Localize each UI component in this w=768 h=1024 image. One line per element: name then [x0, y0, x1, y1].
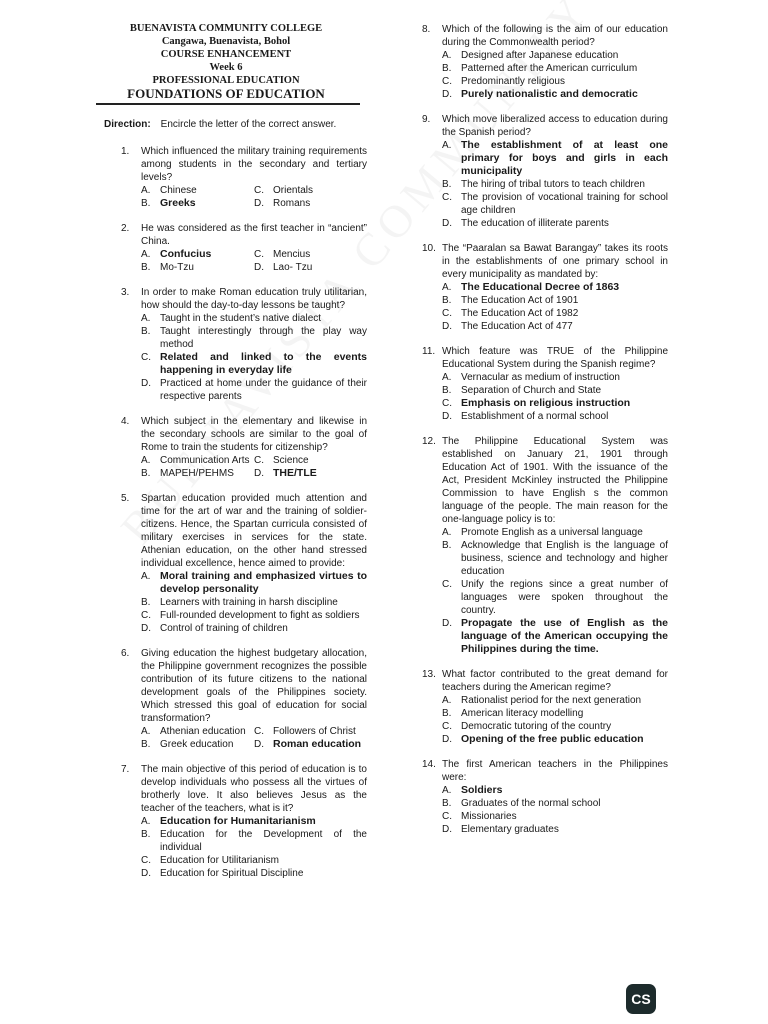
document-header [96, 22, 356, 101]
option-text: Followers of Christ [273, 726, 356, 737]
answer-option [254, 197, 310, 210]
answer-option [442, 281, 668, 294]
option-text: Rationalist period for the next generation [461, 695, 642, 706]
question-stem [121, 145, 367, 184]
option-letter: C. [442, 811, 452, 822]
direction-line [104, 119, 336, 130]
question-stem [422, 345, 668, 371]
option-text: Vernacular as medium of instruction [461, 372, 620, 383]
option-letter: C. [442, 76, 452, 87]
option-text: Purely nationalistic and democratic [461, 88, 638, 100]
option-letter: C. [254, 455, 264, 466]
answer-option [442, 49, 668, 62]
question-number: 10. [422, 243, 436, 254]
answer-option-row [141, 467, 367, 480]
option-text: Athenian education [160, 726, 246, 737]
option-text: Science [273, 455, 309, 466]
option-letter: D. [141, 868, 151, 879]
option-letter: A. [141, 313, 151, 324]
question-text: He was considered as the first teacher in “ancient” China. [141, 223, 367, 247]
option-letter: A. [141, 185, 151, 196]
question-stem [121, 286, 367, 312]
option-text: Greeks [160, 197, 196, 209]
question-text: The Philippine Educational System was established on January 21, 1901 through Education Act of 1901. With the issuance of the Act, President McKinley instructed the Philippine Commission to have English s the common language of the people. The main reason for the one-language policy is to: [442, 436, 668, 525]
option-letter: C. [254, 249, 264, 260]
college-name: BUENAVISTA COMMUNITY COLLEGE [129, 23, 323, 34]
area-label: PROFESSIONAL EDUCATION [152, 75, 300, 86]
option-letter: A. [141, 455, 151, 466]
option-letter: A. [442, 785, 452, 796]
answer-option [141, 570, 367, 596]
answer-option [254, 184, 313, 197]
option-text: Education for Humanitarianism [160, 815, 316, 827]
answer-option [254, 738, 361, 751]
option-text: Mo-Tzu [160, 262, 194, 273]
question-text: What factor contributed to the great demand for teachers during the American regime? [442, 669, 668, 693]
answer-option [141, 325, 367, 351]
option-letter: B. [141, 597, 151, 608]
answer-option [442, 217, 668, 230]
question-stem [422, 242, 668, 281]
option-letter: A. [141, 816, 151, 827]
option-letter: B. [141, 739, 151, 750]
option-text: Lao- Tzu [273, 262, 313, 273]
option-letter: C. [254, 185, 264, 196]
answer-option [442, 62, 668, 75]
option-text: Promote English as a universal language [461, 527, 643, 538]
question-item [121, 763, 367, 880]
answer-option [442, 75, 668, 88]
question-number: 2. [121, 223, 130, 234]
question-item [422, 23, 668, 101]
question-text: Giving education the highest budgetary allocation, the Philippine government recognizes the possible contribution of its future citizens to the national development goals of the Philippines society. Which stressed this goal of education for social transformation? [141, 648, 367, 724]
question-stem [121, 415, 367, 454]
option-letter: C. [442, 398, 452, 409]
answer-option [442, 707, 668, 720]
question-number: 11. [422, 346, 436, 357]
option-letter: C. [141, 352, 151, 363]
answer-option [442, 88, 668, 101]
answer-option [141, 197, 254, 210]
answer-option [141, 351, 367, 377]
option-text: The education of illiterate parents [461, 218, 609, 229]
option-text: Education for Utilitarianism [160, 855, 279, 866]
question-number: 6. [121, 648, 130, 659]
option-letter: B. [141, 468, 151, 479]
option-text: Propagate the use of English as the language of the American occupying the Philippines during the time. [461, 617, 668, 655]
answer-option [442, 810, 668, 823]
option-letter: B. [442, 179, 452, 190]
option-text: Graduates of the normal school [461, 798, 601, 809]
answer-option [141, 725, 254, 738]
answer-option [141, 467, 254, 480]
option-letter: D. [141, 623, 151, 634]
answer-option [442, 823, 668, 836]
option-text: Chinese [160, 185, 197, 196]
answer-option [141, 609, 367, 622]
answer-option [442, 578, 668, 617]
option-text: The hiring of tribal tutors to teach children [461, 179, 645, 190]
option-letter: B. [141, 829, 151, 840]
option-letter: C. [141, 855, 151, 866]
option-text: The establishment of at least one primary for boys and girls in each municipality [461, 139, 668, 177]
question-stem [121, 763, 367, 815]
option-text: Education for the Development of the individual [160, 829, 367, 853]
answer-option [442, 397, 668, 410]
question-item [121, 415, 367, 480]
option-letter: D. [254, 468, 264, 479]
answer-option-row [141, 184, 367, 197]
question-number: 3. [121, 287, 130, 298]
option-text: Romans [273, 198, 311, 209]
question-item [422, 113, 668, 230]
option-letter: C. [442, 579, 452, 590]
option-text: Predominantly religious [461, 76, 565, 87]
option-text: Related and linked to the events happening in everyday life [160, 351, 367, 376]
option-letter: D. [442, 218, 452, 229]
college-address: Cangawa, Buenavista, Bohol [161, 36, 291, 47]
answer-option [442, 694, 668, 707]
option-letter: D. [254, 262, 264, 273]
answer-option [442, 139, 668, 178]
question-stem [422, 23, 668, 49]
right-column [422, 23, 668, 848]
option-text: Roman education [273, 738, 362, 750]
option-letter: A. [141, 571, 151, 582]
answer-option [442, 720, 668, 733]
answer-option [141, 184, 254, 197]
answer-option [442, 797, 668, 810]
answer-option-row [141, 248, 367, 261]
answer-option [442, 371, 668, 384]
option-text: Elementary graduates [461, 824, 559, 835]
question-stem [121, 222, 367, 248]
option-letter: B. [141, 326, 151, 337]
question-item [422, 242, 668, 333]
option-letter: D. [442, 411, 452, 422]
option-text: The Education Act of 1901 [461, 295, 579, 306]
left-column [121, 145, 367, 892]
question-number: 8. [422, 24, 431, 35]
answer-option [442, 526, 668, 539]
option-letter: C. [442, 308, 452, 319]
header-divider [96, 103, 360, 105]
answer-option [442, 733, 668, 746]
option-letter: A. [141, 249, 151, 260]
question-item [121, 222, 367, 274]
answer-option [442, 410, 668, 423]
question-number: 5. [121, 493, 130, 504]
option-letter: D. [141, 378, 151, 389]
option-text: Establishment of a normal school [461, 411, 609, 422]
option-text: American literacy modelling [461, 708, 584, 719]
question-stem [121, 492, 367, 570]
option-text: Mencius [273, 249, 311, 260]
option-letter: C. [254, 726, 264, 737]
question-number: 7. [121, 764, 130, 775]
option-text: Confucius [160, 248, 212, 260]
option-text: Designed after Japanese education [461, 50, 619, 61]
option-text: THE/TLE [273, 467, 317, 479]
question-text: Which influenced the military training requirements among students in the secondary and tertiary levels? [141, 146, 367, 183]
option-text: Moral training and emphasized virtues to develop personality [160, 570, 367, 595]
question-number: 12. [422, 436, 436, 447]
answer-option [442, 784, 668, 797]
question-stem [422, 113, 668, 139]
question-text: Which subject in the elementary and likewise in the secondary schools are similar to the goal of Rome to train the students for citizenship? [141, 416, 367, 453]
question-text: The “Paaralan sa Bawat Barangay” takes its roots in the establishments of one primary school in every municipality as mandated by: [442, 243, 668, 280]
question-stem [422, 435, 668, 526]
answer-option [254, 261, 312, 274]
question-text: Which feature was TRUE of the Philippine Educational System during the Spanish regime? [442, 346, 668, 370]
option-letter: D. [254, 739, 264, 750]
question-item [422, 435, 668, 656]
course-title: COURSE ENHANCEMENT [160, 49, 292, 60]
subject-title: FOUNDATIONS OF EDUCATION [127, 86, 325, 101]
answer-option-row [141, 725, 367, 738]
direction-text: Encircle the letter of the correct answer. [160, 119, 337, 130]
answer-option [141, 248, 254, 261]
answer-option [141, 454, 254, 467]
option-letter: B. [442, 708, 452, 719]
option-letter: A. [442, 50, 452, 61]
question-number: 9. [422, 114, 431, 125]
answer-option [254, 467, 317, 480]
question-stem [422, 758, 668, 784]
week-label: Week 6 [209, 62, 243, 73]
answer-option [442, 191, 668, 217]
question-item [121, 145, 367, 210]
question-number: 13. [422, 669, 436, 680]
question-text: Spartan education provided much attention and time for the art of war and the training of soldier-citizens. Hence, the Spartan curricula consisted of military exercises in services for the state. Athenian education, on the other hand stressed individual excellence, hence aimed to provide: [141, 493, 367, 569]
question-text: The main objective of this period of education is to develop individuals who possess all the virtues of brotherly love. It also believes Jesus as the teacher of the teachers, what is it? [141, 764, 367, 814]
option-text: Education for Spiritual Discipline [160, 868, 304, 879]
answer-option-row [141, 261, 367, 274]
answer-option [141, 828, 367, 854]
option-text: Learners with training in harsh discipline [160, 597, 338, 608]
option-text: Soldiers [461, 784, 503, 796]
question-stem [422, 668, 668, 694]
option-text: Taught interestingly through the play way method [160, 326, 367, 350]
camscanner-logo: CS [626, 984, 656, 1014]
direction-label: Direction: [104, 119, 151, 130]
question-item [422, 668, 668, 746]
option-text: Patterned after the American curriculum [461, 63, 638, 74]
option-letter: A. [442, 140, 452, 151]
question-item [121, 286, 367, 403]
answer-option-row [141, 738, 367, 751]
answer-option [141, 261, 254, 274]
option-letter: D. [442, 734, 452, 745]
option-text: Acknowledge that English is the language of business, science and technology and higher education [461, 540, 668, 577]
answer-option [254, 248, 310, 261]
answer-option [442, 294, 668, 307]
answer-option [141, 377, 367, 403]
answer-option [442, 384, 668, 397]
answer-option [141, 596, 367, 609]
question-text: The first American teachers in the Philippines were: [442, 759, 668, 783]
answer-option [442, 539, 668, 578]
option-letter: D. [442, 89, 452, 100]
option-text: Practiced at home under the guidance of their respective parents [160, 378, 367, 402]
option-text: Communication Arts [160, 455, 250, 466]
answer-option [141, 815, 367, 828]
option-text: Greek education [160, 739, 234, 750]
option-text: Full-rounded development to fight as soldiers [160, 610, 360, 621]
option-letter: B. [141, 198, 151, 209]
option-letter: B. [141, 262, 151, 273]
option-letter: D. [442, 824, 452, 835]
option-text: Emphasis on religious instruction [461, 397, 631, 409]
question-number: 14. [422, 759, 436, 770]
question-item [121, 492, 367, 635]
option-text: MAPEH/PEHMS [160, 468, 234, 479]
option-letter: A. [442, 695, 452, 706]
option-letter: D. [442, 321, 452, 332]
option-letter: B. [442, 798, 452, 809]
option-text: The Education Act of 477 [461, 321, 573, 332]
question-stem [121, 647, 367, 725]
question-item [422, 758, 668, 836]
option-text: The Education Act of 1982 [461, 308, 579, 319]
answer-option [254, 725, 356, 738]
option-text: Taught in the student’s native dialect [160, 313, 322, 324]
option-letter: A. [141, 726, 151, 737]
option-letter: B. [442, 540, 452, 551]
answer-option [442, 178, 668, 191]
answer-option [141, 867, 367, 880]
question-text: Which of the following is the aim of our education during the Commonwealth period? [442, 24, 668, 48]
option-text: Missionaries [461, 811, 517, 822]
option-letter: C. [442, 192, 452, 203]
answer-option-row [141, 197, 367, 210]
option-text: Opening of the free public education [461, 733, 644, 745]
question-text: Which move liberalized access to education during the Spanish period? [442, 114, 668, 138]
option-letter: A. [442, 527, 452, 538]
option-letter: C. [442, 721, 452, 732]
option-letter: B. [442, 385, 452, 396]
option-letter: B. [442, 295, 452, 306]
question-item [422, 345, 668, 423]
answer-option [141, 854, 367, 867]
option-text: The Educational Decree of 1863 [461, 281, 620, 293]
question-item [121, 647, 367, 751]
answer-option-row [141, 454, 367, 467]
answer-option [442, 320, 668, 333]
option-text: Orientals [273, 185, 314, 196]
option-text: Democratic tutoring of the country [461, 721, 612, 732]
option-text: Control of training of children [160, 623, 288, 634]
option-text: Unify the regions since a great number of languages were spoken throughout the country. [461, 579, 668, 616]
answer-option [254, 454, 309, 467]
option-letter: D. [254, 198, 264, 209]
option-text: The provision of vocational training for school age children [461, 192, 668, 216]
answer-option [141, 312, 367, 325]
answer-option [442, 617, 668, 656]
question-number: 4. [121, 416, 130, 427]
answer-option [141, 738, 254, 751]
option-text: Separation of Church and State [461, 385, 602, 396]
answer-option [442, 307, 668, 320]
option-letter: B. [442, 63, 452, 74]
question-number: 1. [121, 146, 130, 157]
option-letter: A. [442, 282, 452, 293]
question-text: In order to make Roman education truly utilitarian, how should the day-to-day lessons be taught? [141, 287, 367, 311]
option-letter: D. [442, 618, 452, 629]
answer-option [141, 622, 367, 635]
option-letter: C. [141, 610, 151, 621]
option-letter: A. [442, 372, 452, 383]
